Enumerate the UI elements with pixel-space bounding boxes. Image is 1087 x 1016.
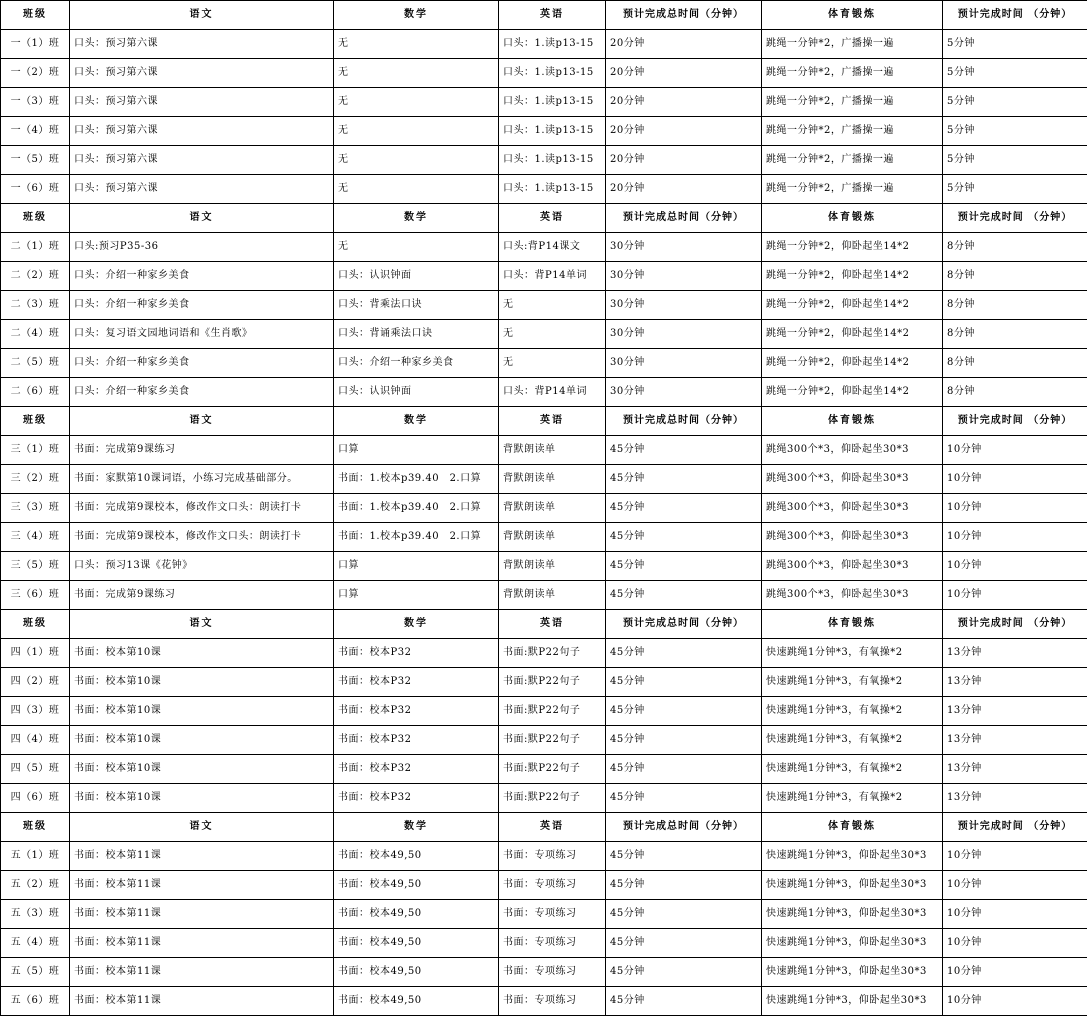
cell-english: 无 xyxy=(499,320,606,349)
cell-chinese: 书面：校本第11课 xyxy=(70,842,334,871)
cell-chinese: 书面：校本第11课 xyxy=(70,900,334,929)
cell-math: 书面：1.校本p39.40 2.口算 xyxy=(334,523,499,552)
cell-chinese: 口头：预习第六课 xyxy=(70,88,334,117)
cell-math: 无 xyxy=(334,175,499,204)
cell-math: 书面：校本49,50 xyxy=(334,900,499,929)
cell-total-time: 45分钟 xyxy=(606,900,762,929)
cell-exercise-time: 5分钟 xyxy=(943,30,1087,59)
cell-class: 一（5）班 xyxy=(1,146,70,175)
cell-exercise-time: 10分钟 xyxy=(943,958,1087,987)
cell-class: 四（5）班 xyxy=(1,755,70,784)
cell-class: 三（4）班 xyxy=(1,523,70,552)
header-chinese: 语文 xyxy=(70,610,334,639)
header-exercise-time: 预计完成时间 （分钟） xyxy=(943,610,1087,639)
cell-math: 书面：校本P32 xyxy=(334,668,499,697)
cell-exercise-time: 13分钟 xyxy=(943,726,1087,755)
table-row xyxy=(1,349,1087,378)
table-row xyxy=(1,900,1087,929)
cell-class: 四（6）班 xyxy=(1,784,70,813)
cell-exercise: 快速跳绳1分钟*3，有氧操*2 xyxy=(762,697,943,726)
cell-english: 口头：背P14单词 xyxy=(499,378,606,407)
table-row xyxy=(1,378,1087,407)
cell-total-time: 20分钟 xyxy=(606,59,762,88)
cell-exercise: 跳绳一分钟*2，仰卧起坐14*2 xyxy=(762,349,943,378)
table-row xyxy=(1,697,1087,726)
cell-exercise-time: 5分钟 xyxy=(943,117,1087,146)
header-math: 数学 xyxy=(334,1,499,30)
cell-class: 三（5）班 xyxy=(1,552,70,581)
cell-total-time: 45分钟 xyxy=(606,465,762,494)
cell-exercise-time: 10分钟 xyxy=(943,494,1087,523)
header-chinese: 语文 xyxy=(70,407,334,436)
cell-chinese: 书面：完成第9课校本，修改作文口头：朗读打卡 xyxy=(70,494,334,523)
table-body xyxy=(1,1,1087,1016)
cell-exercise-time: 10分钟 xyxy=(943,871,1087,900)
cell-exercise: 快速跳绳1分钟*3，仰卧起坐30*3 xyxy=(762,842,943,871)
cell-chinese: 书面：家默第10课词语，小练习完成基础部分。 xyxy=(70,465,334,494)
cell-class: 一（1）班 xyxy=(1,30,70,59)
table-row xyxy=(1,958,1087,987)
table-row xyxy=(1,233,1087,262)
header-math: 数学 xyxy=(334,407,499,436)
table-row xyxy=(1,88,1087,117)
cell-exercise: 跳绳一分钟*2，广播操一遍 xyxy=(762,175,943,204)
table-row xyxy=(1,755,1087,784)
header-row xyxy=(1,1,1087,30)
cell-exercise: 跳绳一分钟*2，仰卧起坐14*2 xyxy=(762,320,943,349)
cell-chinese: 书面：校本第11课 xyxy=(70,987,334,1016)
cell-chinese: 书面：校本第10课 xyxy=(70,755,334,784)
cell-total-time: 45分钟 xyxy=(606,726,762,755)
cell-class: 三（2）班 xyxy=(1,465,70,494)
cell-exercise-time: 10分钟 xyxy=(943,987,1087,1016)
cell-exercise: 跳绳一分钟*2，仰卧起坐14*2 xyxy=(762,262,943,291)
header-total-time: 预计完成总时间（分钟） xyxy=(606,1,762,30)
header-row xyxy=(1,407,1087,436)
cell-math: 书面：校本49,50 xyxy=(334,871,499,900)
header-exercise-time: 预计完成时间 （分钟） xyxy=(943,407,1087,436)
cell-exercise-time: 10分钟 xyxy=(943,842,1087,871)
cell-total-time: 30分钟 xyxy=(606,262,762,291)
table-row xyxy=(1,320,1087,349)
cell-chinese: 书面：校本第11课 xyxy=(70,871,334,900)
cell-english: 无 xyxy=(499,291,606,320)
cell-total-time: 45分钟 xyxy=(606,581,762,610)
cell-math: 无 xyxy=(334,30,499,59)
cell-chinese: 口头：预习13课《花钟》 xyxy=(70,552,334,581)
cell-chinese: 书面：完成第9课练习 xyxy=(70,436,334,465)
cell-chinese: 口头:预习P35-36 xyxy=(70,233,334,262)
cell-english: 书面：专项练习 xyxy=(499,871,606,900)
cell-exercise-time: 5分钟 xyxy=(943,175,1087,204)
cell-total-time: 45分钟 xyxy=(606,842,762,871)
cell-math: 书面：校本P32 xyxy=(334,755,499,784)
table-row xyxy=(1,842,1087,871)
cell-class: 四（4）班 xyxy=(1,726,70,755)
header-class: 班级 xyxy=(1,204,70,233)
cell-class: 四（3）班 xyxy=(1,697,70,726)
cell-class: 二（2）班 xyxy=(1,262,70,291)
cell-math: 无 xyxy=(334,88,499,117)
header-exercise-time: 预计完成时间 （分钟） xyxy=(943,204,1087,233)
table-row xyxy=(1,494,1087,523)
header-row xyxy=(1,204,1087,233)
cell-chinese: 口头：预习第六课 xyxy=(70,146,334,175)
header-total-time: 预计完成总时间（分钟） xyxy=(606,204,762,233)
header-english: 英语 xyxy=(499,204,606,233)
header-english: 英语 xyxy=(499,1,606,30)
cell-english: 无 xyxy=(499,349,606,378)
header-exercise-time: 预计完成时间 （分钟） xyxy=(943,813,1087,842)
header-row xyxy=(1,813,1087,842)
table-row xyxy=(1,59,1087,88)
cell-exercise: 快速跳绳1分钟*3，有氧操*2 xyxy=(762,755,943,784)
cell-class: 三（3）班 xyxy=(1,494,70,523)
cell-total-time: 45分钟 xyxy=(606,436,762,465)
cell-total-time: 45分钟 xyxy=(606,494,762,523)
cell-total-time: 45分钟 xyxy=(606,784,762,813)
cell-exercise-time: 13分钟 xyxy=(943,668,1087,697)
cell-exercise-time: 13分钟 xyxy=(943,639,1087,668)
cell-total-time: 45分钟 xyxy=(606,523,762,552)
cell-math: 口算 xyxy=(334,436,499,465)
table-row xyxy=(1,871,1087,900)
cell-exercise: 跳绳一分钟*2，广播操一遍 xyxy=(762,88,943,117)
cell-total-time: 45分钟 xyxy=(606,987,762,1016)
cell-exercise-time: 13分钟 xyxy=(943,755,1087,784)
table-row xyxy=(1,146,1087,175)
cell-total-time: 45分钟 xyxy=(606,552,762,581)
header-exercise: 体育锻炼 xyxy=(762,407,943,436)
cell-math: 无 xyxy=(334,233,499,262)
cell-exercise: 快速跳绳1分钟*3，有氧操*2 xyxy=(762,668,943,697)
header-class: 班级 xyxy=(1,610,70,639)
table-row xyxy=(1,523,1087,552)
table-row xyxy=(1,929,1087,958)
cell-exercise-time: 13分钟 xyxy=(943,784,1087,813)
cell-english: 口头：1.读p13-15 xyxy=(499,59,606,88)
cell-english: 书面:默P22句子 xyxy=(499,697,606,726)
cell-english: 书面：专项练习 xyxy=(499,958,606,987)
cell-english: 背默朗读单 xyxy=(499,552,606,581)
table-row xyxy=(1,30,1087,59)
cell-exercise: 快速跳绳1分钟*3，仰卧起坐30*3 xyxy=(762,958,943,987)
cell-english: 书面:默P22句子 xyxy=(499,784,606,813)
cell-english: 口头：背P14单词 xyxy=(499,262,606,291)
header-chinese: 语文 xyxy=(70,204,334,233)
cell-chinese: 口头：介绍一种家乡美食 xyxy=(70,349,334,378)
cell-chinese: 口头：介绍一种家乡美食 xyxy=(70,262,334,291)
cell-exercise-time: 5分钟 xyxy=(943,59,1087,88)
table-row xyxy=(1,117,1087,146)
cell-total-time: 45分钟 xyxy=(606,958,762,987)
cell-english: 书面:默P22句子 xyxy=(499,755,606,784)
cell-english: 书面：专项练习 xyxy=(499,929,606,958)
cell-math: 口头：认识钟面 xyxy=(334,378,499,407)
cell-chinese: 口头：预习第六课 xyxy=(70,30,334,59)
cell-exercise: 跳绳300个*3，仰卧起坐30*3 xyxy=(762,465,943,494)
cell-math: 书面：校本49,50 xyxy=(334,958,499,987)
cell-total-time: 20分钟 xyxy=(606,88,762,117)
cell-class: 三（6）班 xyxy=(1,581,70,610)
cell-math: 无 xyxy=(334,117,499,146)
cell-math: 口头：背乘法口诀 xyxy=(334,291,499,320)
cell-math: 无 xyxy=(334,146,499,175)
cell-math: 书面：校本P32 xyxy=(334,639,499,668)
cell-english: 背默朗读单 xyxy=(499,523,606,552)
table-row xyxy=(1,784,1087,813)
cell-math: 口头：介绍一种家乡美食 xyxy=(334,349,499,378)
header-class: 班级 xyxy=(1,407,70,436)
cell-english: 书面:默P22句子 xyxy=(499,726,606,755)
cell-exercise: 快速跳绳1分钟*3，仰卧起坐30*3 xyxy=(762,900,943,929)
cell-exercise: 跳绳一分钟*2，仰卧起坐14*2 xyxy=(762,233,943,262)
cell-english: 背默朗读单 xyxy=(499,494,606,523)
header-english: 英语 xyxy=(499,407,606,436)
cell-exercise: 跳绳300个*3，仰卧起坐30*3 xyxy=(762,523,943,552)
header-exercise: 体育锻炼 xyxy=(762,204,943,233)
header-class: 班级 xyxy=(1,813,70,842)
cell-math: 书面：校本49,50 xyxy=(334,929,499,958)
cell-class: 五（2）班 xyxy=(1,871,70,900)
cell-exercise-time: 10分钟 xyxy=(943,900,1087,929)
cell-chinese: 书面：校本第10课 xyxy=(70,697,334,726)
cell-exercise-time: 5分钟 xyxy=(943,146,1087,175)
cell-exercise-time: 8分钟 xyxy=(943,320,1087,349)
cell-chinese: 口头：预习第六课 xyxy=(70,117,334,146)
cell-chinese: 口头：介绍一种家乡美食 xyxy=(70,291,334,320)
cell-class: 四（2）班 xyxy=(1,668,70,697)
cell-exercise: 快速跳绳1分钟*3，仰卧起坐30*3 xyxy=(762,871,943,900)
table-row xyxy=(1,639,1087,668)
header-total-time: 预计完成总时间（分钟） xyxy=(606,813,762,842)
table-row xyxy=(1,465,1087,494)
table-row xyxy=(1,726,1087,755)
cell-math: 无 xyxy=(334,59,499,88)
cell-math: 书面：校本49,50 xyxy=(334,842,499,871)
cell-exercise-time: 8分钟 xyxy=(943,378,1087,407)
cell-english: 书面:默P22句子 xyxy=(499,668,606,697)
header-exercise: 体育锻炼 xyxy=(762,813,943,842)
cell-english: 书面：专项练习 xyxy=(499,900,606,929)
table-row xyxy=(1,291,1087,320)
table-row xyxy=(1,262,1087,291)
cell-exercise-time: 10分钟 xyxy=(943,929,1087,958)
cell-class: 二（3）班 xyxy=(1,291,70,320)
cell-exercise: 跳绳300个*3，仰卧起坐30*3 xyxy=(762,436,943,465)
cell-class: 四（1）班 xyxy=(1,639,70,668)
cell-total-time: 45分钟 xyxy=(606,668,762,697)
cell-exercise: 快速跳绳1分钟*3，有氧操*2 xyxy=(762,639,943,668)
cell-math: 书面：校本P32 xyxy=(334,726,499,755)
cell-exercise: 快速跳绳1分钟*3，仰卧起坐30*3 xyxy=(762,987,943,1016)
cell-total-time: 45分钟 xyxy=(606,929,762,958)
cell-exercise-time: 8分钟 xyxy=(943,233,1087,262)
cell-english: 书面：专项练习 xyxy=(499,842,606,871)
cell-class: 三（1）班 xyxy=(1,436,70,465)
cell-chinese: 书面：校本第10课 xyxy=(70,668,334,697)
table-row xyxy=(1,552,1087,581)
cell-math: 口头：背诵乘法口诀 xyxy=(334,320,499,349)
cell-chinese: 口头：复习语文园地词语和《生肖歌》 xyxy=(70,320,334,349)
cell-exercise-time: 10分钟 xyxy=(943,552,1087,581)
cell-class: 一（4）班 xyxy=(1,117,70,146)
cell-class: 五（6）班 xyxy=(1,987,70,1016)
cell-exercise: 跳绳一分钟*2，广播操一遍 xyxy=(762,59,943,88)
cell-chinese: 书面：校本第10课 xyxy=(70,639,334,668)
cell-english: 背默朗读单 xyxy=(499,581,606,610)
table-row xyxy=(1,581,1087,610)
cell-chinese: 书面：校本第11课 xyxy=(70,929,334,958)
header-total-time: 预计完成总时间（分钟） xyxy=(606,610,762,639)
cell-exercise-time: 10分钟 xyxy=(943,436,1087,465)
cell-total-time: 20分钟 xyxy=(606,146,762,175)
header-exercise: 体育锻炼 xyxy=(762,1,943,30)
cell-chinese: 口头：介绍一种家乡美食 xyxy=(70,378,334,407)
table-row xyxy=(1,987,1087,1016)
header-math: 数学 xyxy=(334,610,499,639)
cell-total-time: 45分钟 xyxy=(606,755,762,784)
cell-chinese: 书面：完成第9课练习 xyxy=(70,581,334,610)
cell-chinese: 口头：预习第六课 xyxy=(70,175,334,204)
cell-total-time: 30分钟 xyxy=(606,349,762,378)
cell-english: 口头：1.读p13-15 xyxy=(499,175,606,204)
cell-math: 书面：校本49,50 xyxy=(334,987,499,1016)
cell-total-time: 30分钟 xyxy=(606,378,762,407)
header-math: 数学 xyxy=(334,204,499,233)
cell-total-time: 30分钟 xyxy=(606,291,762,320)
table-row xyxy=(1,175,1087,204)
cell-exercise-time: 8分钟 xyxy=(943,262,1087,291)
cell-exercise: 跳绳一分钟*2，广播操一遍 xyxy=(762,146,943,175)
header-chinese: 语文 xyxy=(70,1,334,30)
cell-math: 口头：认识钟面 xyxy=(334,262,499,291)
cell-exercise: 跳绳300个*3，仰卧起坐30*3 xyxy=(762,494,943,523)
cell-math: 书面：校本P32 xyxy=(334,784,499,813)
cell-class: 二（6）班 xyxy=(1,378,70,407)
cell-exercise: 跳绳一分钟*2，仰卧起坐14*2 xyxy=(762,291,943,320)
cell-total-time: 30分钟 xyxy=(606,320,762,349)
cell-class: 一（6）班 xyxy=(1,175,70,204)
header-english: 英语 xyxy=(499,813,606,842)
header-total-time: 预计完成总时间（分钟） xyxy=(606,407,762,436)
cell-class: 一（3）班 xyxy=(1,88,70,117)
cell-total-time: 45分钟 xyxy=(606,697,762,726)
cell-english: 书面：专项练习 xyxy=(499,987,606,1016)
cell-class: 五（4）班 xyxy=(1,929,70,958)
cell-exercise: 跳绳一分钟*2，广播操一遍 xyxy=(762,30,943,59)
cell-total-time: 45分钟 xyxy=(606,871,762,900)
cell-chinese: 书面：校本第11课 xyxy=(70,958,334,987)
cell-chinese: 口头：预习第六课 xyxy=(70,59,334,88)
cell-class: 五（3）班 xyxy=(1,900,70,929)
cell-class: 二（1）班 xyxy=(1,233,70,262)
cell-exercise: 跳绳300个*3，仰卧起坐30*3 xyxy=(762,581,943,610)
cell-english: 口头:背P14课文 xyxy=(499,233,606,262)
cell-exercise: 快速跳绳1分钟*3，有氧操*2 xyxy=(762,784,943,813)
cell-exercise: 快速跳绳1分钟*3，仰卧起坐30*3 xyxy=(762,929,943,958)
cell-exercise-time: 8分钟 xyxy=(943,349,1087,378)
header-exercise-time: 预计完成时间 （分钟） xyxy=(943,1,1087,30)
table-row xyxy=(1,668,1087,697)
cell-exercise: 跳绳一分钟*2，仰卧起坐14*2 xyxy=(762,378,943,407)
cell-exercise-time: 10分钟 xyxy=(943,465,1087,494)
cell-chinese: 书面：校本第10课 xyxy=(70,784,334,813)
cell-english: 口头：1.读p13-15 xyxy=(499,117,606,146)
header-row xyxy=(1,610,1087,639)
cell-exercise-time: 8分钟 xyxy=(943,291,1087,320)
cell-class: 二（5）班 xyxy=(1,349,70,378)
cell-chinese: 书面：校本第10课 xyxy=(70,726,334,755)
header-english: 英语 xyxy=(499,610,606,639)
cell-total-time: 45分钟 xyxy=(606,639,762,668)
cell-exercise-time: 13分钟 xyxy=(943,697,1087,726)
cell-english: 背默朗读单 xyxy=(499,436,606,465)
cell-exercise-time: 10分钟 xyxy=(943,523,1087,552)
cell-total-time: 20分钟 xyxy=(606,30,762,59)
cell-total-time: 30分钟 xyxy=(606,233,762,262)
cell-math: 书面：1.校本p39.40 2.口算 xyxy=(334,465,499,494)
cell-math: 书面：校本P32 xyxy=(334,697,499,726)
header-exercise: 体育锻炼 xyxy=(762,610,943,639)
cell-exercise: 跳绳一分钟*2，广播操一遍 xyxy=(762,117,943,146)
cell-exercise-time: 10分钟 xyxy=(943,581,1087,610)
cell-english: 口头：1.读p13-15 xyxy=(499,88,606,117)
cell-total-time: 20分钟 xyxy=(606,175,762,204)
table-row xyxy=(1,436,1087,465)
cell-class: 五（5）班 xyxy=(1,958,70,987)
cell-exercise-time: 5分钟 xyxy=(943,88,1087,117)
header-class: 班级 xyxy=(1,1,70,30)
header-math: 数学 xyxy=(334,813,499,842)
cell-class: 二（4）班 xyxy=(1,320,70,349)
cell-chinese: 书面：完成第9课校本，修改作文口头：朗读打卡 xyxy=(70,523,334,552)
cell-english: 口头：1.读p13-15 xyxy=(499,30,606,59)
header-chinese: 语文 xyxy=(70,813,334,842)
cell-english: 书面:默P22句子 xyxy=(499,639,606,668)
cell-math: 口算 xyxy=(334,552,499,581)
cell-class: 五（1）班 xyxy=(1,842,70,871)
cell-exercise: 跳绳300个*3，仰卧起坐30*3 xyxy=(762,552,943,581)
cell-exercise: 快速跳绳1分钟*3，有氧操*2 xyxy=(762,726,943,755)
cell-math: 书面：1.校本p39.40 2.口算 xyxy=(334,494,499,523)
cell-class: 一（2）班 xyxy=(1,59,70,88)
cell-math: 口算 xyxy=(334,581,499,610)
cell-english: 背默朗读单 xyxy=(499,465,606,494)
cell-english: 口头：1.读p13-15 xyxy=(499,146,606,175)
cell-total-time: 20分钟 xyxy=(606,117,762,146)
